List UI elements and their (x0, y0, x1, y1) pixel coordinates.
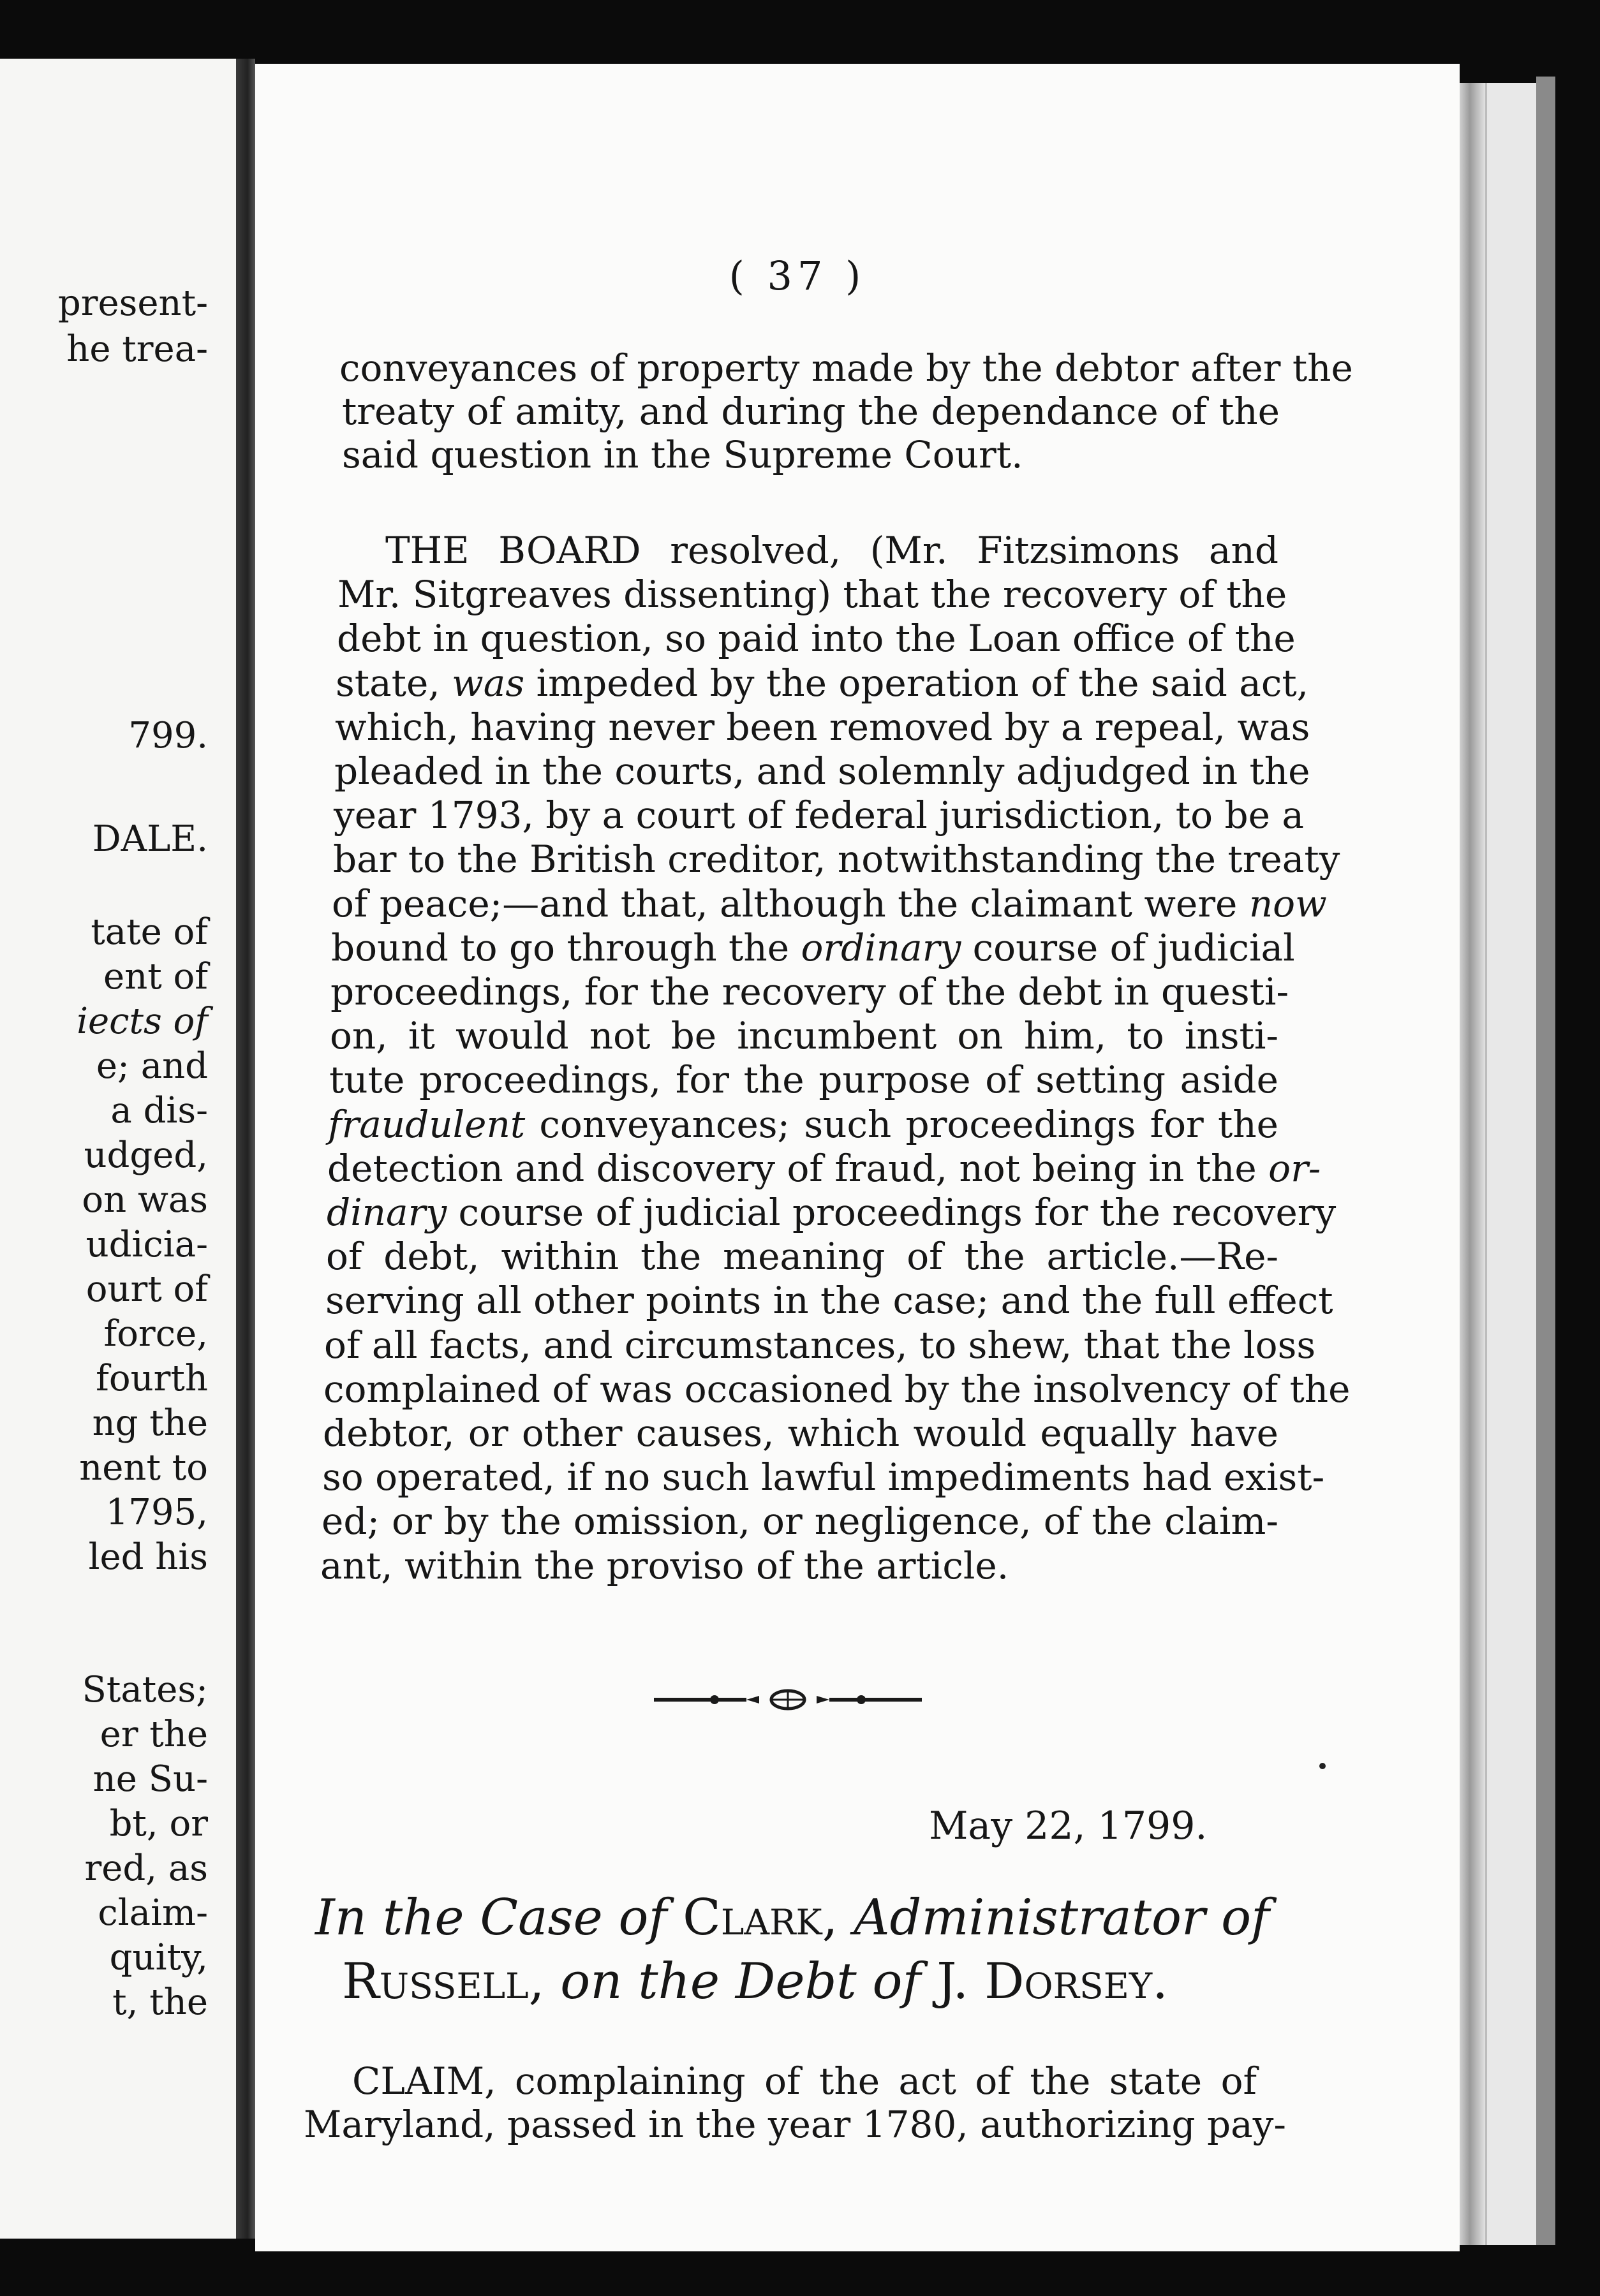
paragraph-3-line: CLAIM, complaining of the act of the state of (352, 2059, 1257, 2103)
paragraph-2-line: which, having never been removed by a repeal, was (335, 705, 1310, 749)
paragraph-2-line: complained of was occasioned by the insolvency of the (323, 1367, 1351, 1411)
paragraph-2-line: debt in question, so paid into the Loan office of the (337, 617, 1296, 660)
paragraph-2-line: year 1793, by a court of federal jurisdiction, to be a (334, 793, 1304, 837)
paragraph-2-line: dinary course of judicial proceedings for the recovery (327, 1191, 1337, 1234)
paragraph-2-line: state, was impeded by the operation of the said act, (336, 661, 1309, 705)
left-page-line: DALE. (92, 818, 208, 860)
left-page-line: fourth (96, 1358, 208, 1399)
left-page-line: ne Su- (93, 1758, 208, 1800)
paragraph-2-line: Mr. Sitgreaves dissenting) that the recovery of the (337, 573, 1287, 616)
left-page-line: bt, or (109, 1803, 208, 1844)
left-page-line: he trea- (66, 328, 208, 370)
page-stack (1485, 83, 1538, 2245)
page-edge (1460, 83, 1485, 2245)
paragraph-3-line: Maryland, passed in the year 1780, authorizing pay- (304, 2103, 1287, 2146)
paragraph-2-line: of debt, within the meaning of the article.—Re- (326, 1235, 1278, 1278)
paragraph-2-line: ant, within the proviso of the article. (320, 1544, 1009, 1587)
paragraph-2-line: tute proceedings, for the purpose of setting aside (329, 1058, 1278, 1101)
book-cover-edge (1536, 77, 1555, 2245)
case-title-line-1: In the Case of Clark, Administrator of (315, 1889, 1270, 1946)
left-page-line: er the (100, 1714, 208, 1755)
left-page-line: quity, (109, 1937, 208, 1978)
paragraph-2-line: fraudulent conveyances; such proceedings for the (328, 1103, 1278, 1146)
left-page-line: a dis- (110, 1090, 208, 1131)
left-page-line: 1795, (105, 1492, 208, 1533)
paragraph-2-line: proceedings, for the recovery of the debt in questi- (330, 970, 1289, 1013)
paragraph-1-line: conveyances of property made by the debtor after the (339, 346, 1353, 390)
paragraph-2-line: ed; or by the omission, or negligence, of the claim- (322, 1499, 1278, 1543)
left-page-line: States; (82, 1669, 208, 1711)
paragraph-1-line: said question in the Supreme Court. (342, 433, 1023, 476)
case-title-line-2: Russell, on the Debt of J. Dorsey. (342, 1953, 1168, 2010)
paragraph-2-line: serving all other points in the case; and the full effect (325, 1279, 1333, 1322)
book-gutter (236, 59, 255, 2239)
left-page-line: red, as (84, 1848, 208, 1889)
left-page-line: force, (103, 1313, 208, 1355)
previous-page-fragment (0, 59, 236, 2239)
paragraph-1-line: treaty of amity, and during the dependance of the (342, 390, 1280, 433)
paragraph-2-line: so operated, if no such lawful impediments had exist- (322, 1455, 1325, 1499)
left-page-line: present- (57, 283, 208, 324)
paragraph-2-line: on, it would not be incumbent on him, to insti- (330, 1014, 1278, 1057)
left-page-line: claim- (98, 1892, 208, 1934)
left-page-line: tate of (91, 911, 208, 953)
left-page-line: udged, (84, 1135, 208, 1176)
left-page-line: ng the (92, 1402, 208, 1444)
left-page-line: e; and (96, 1045, 208, 1087)
entry-date: May 22, 1799. (929, 1804, 1208, 1848)
left-page-line: led his (88, 1536, 208, 1578)
ornament-divider (651, 1684, 925, 1716)
paragraph-2-line: pleaded in the courts, and solemnly adjudged in the (334, 749, 1310, 793)
paragraph-2-line: bound to go through the ordinary course of judicial (331, 926, 1295, 969)
print-speck (1319, 1763, 1326, 1769)
paragraph-2-line: THE BOARD resolved, (Mr. Fitzsimons and (385, 529, 1278, 572)
left-page-line: 799. (128, 715, 208, 756)
paragraph-2-line: of peace;—and that, although the claimant were now (332, 882, 1327, 925)
left-page-line: udicia- (85, 1224, 208, 1265)
left-page-line: iects of (77, 1001, 208, 1042)
paragraph-2-line: detection and discovery of fraud, not being in the or- (327, 1147, 1321, 1190)
left-page-line: on was (82, 1179, 208, 1221)
left-page-line: nent to (79, 1447, 208, 1489)
left-page-line: t, the (112, 1982, 208, 2023)
paragraph-2-line: debtor, or other causes, which would equally have (323, 1411, 1278, 1455)
left-page-line: ent of (103, 956, 208, 997)
paragraph-2-line: of all facts, and circumstances, to shew, that the loss (324, 1323, 1316, 1367)
page-number: ( 37 ) (729, 253, 866, 299)
left-page-line: ourt of (85, 1269, 208, 1310)
paragraph-2-line: bar to the British creditor, notwithstanding the treaty (333, 837, 1340, 881)
